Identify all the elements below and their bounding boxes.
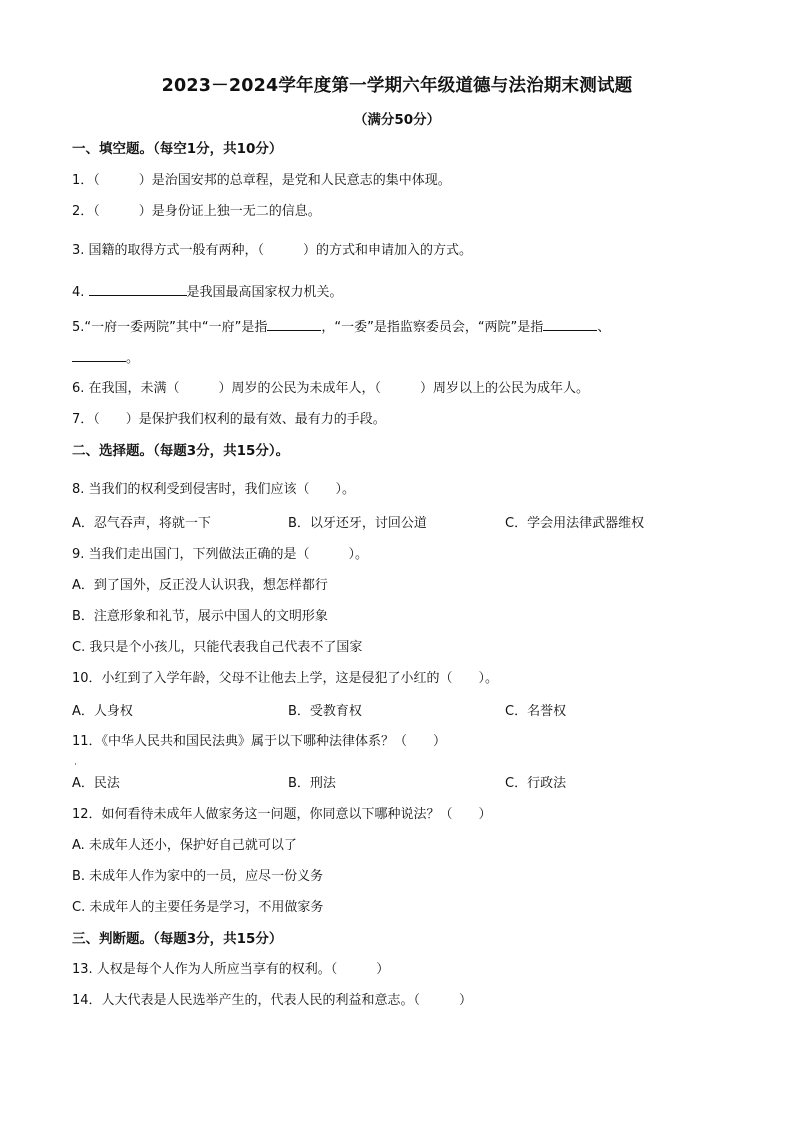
question-2: 2．（ ）是身份证上独一无二的信息。 <box>72 204 321 219</box>
question-12-option-c: C. 未成年人的主要任务是学习，不用做家务 <box>72 900 324 915</box>
stray-dot-mark: · <box>74 760 77 770</box>
question-10: 10．小红到了入学年龄，父母不让他去上学，这是侵犯了小红的（ ）。 <box>72 671 499 686</box>
question-9-option-b: B．注意形象和礼节，展示中国人的文明形象 <box>72 609 328 624</box>
question-8: 8. 当我们的权利受到侵害时，我们应该（ ）。 <box>72 482 356 497</box>
section-heading-choice: 二、选择题。（每题3分，共15分）。 <box>72 443 290 459</box>
question-5-part-c: 、 <box>597 320 611 335</box>
question-12: 12．如何看待未成年人做家务这一问题，你同意以下哪种说法？（ ） <box>72 807 492 822</box>
exam-subtitle: （满分50分） <box>353 112 441 128</box>
question-11: 11．《中华人民共和国民法典》属于以下哪种法律体系？（ ） <box>72 734 447 749</box>
question-11-option-a: A．民法 <box>72 776 120 791</box>
answer-blank <box>543 318 597 331</box>
exam-title: 2023－2024学年度第一学期六年级道德与法治期末测试题 <box>161 76 633 96</box>
answer-blank <box>267 318 321 331</box>
question-4 <box>72 283 343 302</box>
answer-blank <box>72 349 126 362</box>
question-9-option-c: C. 我只是个小孩儿，只能代表我自己代表不了国家 <box>72 640 363 655</box>
question-9: 9. 当我们走出国门，下列做法正确的是（ ）。 <box>72 547 369 562</box>
question-8-option-c: C．学会用法律武器维权 <box>505 516 645 531</box>
question-10-option-a: A．人身权 <box>72 704 133 719</box>
question-14: 14．人大代表是人民选举产生的，代表人民的利益和意志。（ ） <box>72 993 473 1008</box>
section-heading-fill-in: 一、填空题。（每空1分，共10分） <box>72 141 283 157</box>
question-7: 7．（ ）是保护我们权利的最有效、最有力的手段。 <box>72 412 386 427</box>
question-11-option-c: C．行政法 <box>505 776 567 791</box>
section-heading-judgement: 三、判断题。（每题3分，共15分） <box>72 931 283 947</box>
question-10-option-c: C．名誉权 <box>505 704 567 719</box>
question-5-continued <box>72 349 139 368</box>
question-11-option-b: B．刑法 <box>288 776 336 791</box>
question-8-option-b: B．以牙还牙，讨回公道 <box>288 516 427 531</box>
question-9-option-a: A．到了国外，反正没人认识我，想怎样都行 <box>72 578 328 593</box>
question-5 <box>72 318 610 337</box>
question-10-option-b: B．受教育权 <box>288 704 362 719</box>
question-5-part-a: 5.“一府一委两院”其中“一府”是指 <box>72 320 268 335</box>
question-5-part-b: ，“一委”是指监察委员会，“两院”是指 <box>321 320 544 335</box>
question-13: 13. 人权是每个人作为人所应当享有的权利。（ ） <box>72 962 390 977</box>
question-3: 3. 国籍的取得方式一般有两种，（ ）的方式和申请加入的方式。 <box>72 243 473 258</box>
question-12-option-a: A. 未成年人还小，保护好自己就可以了 <box>72 838 297 853</box>
question-5-end: 。 <box>126 351 140 366</box>
question-1: 1．（ ）是治国安邦的总章程，是党和人民意志的集中体现。 <box>72 173 451 188</box>
question-12-option-b: B. 未成年人作为家中的一员，应尽一份义务 <box>72 869 324 884</box>
question-4-text: 是我国最高国家权力机关。 <box>186 285 343 300</box>
answer-blank <box>89 283 187 296</box>
question-4-number: 4. <box>72 285 85 300</box>
question-8-option-a: A．忍气吞声，将就一下 <box>72 516 211 531</box>
question-6: 6. 在我国，未满（ ）周岁的公民为未成年人，（ ）周岁以上的公民为成年人。 <box>72 381 590 396</box>
